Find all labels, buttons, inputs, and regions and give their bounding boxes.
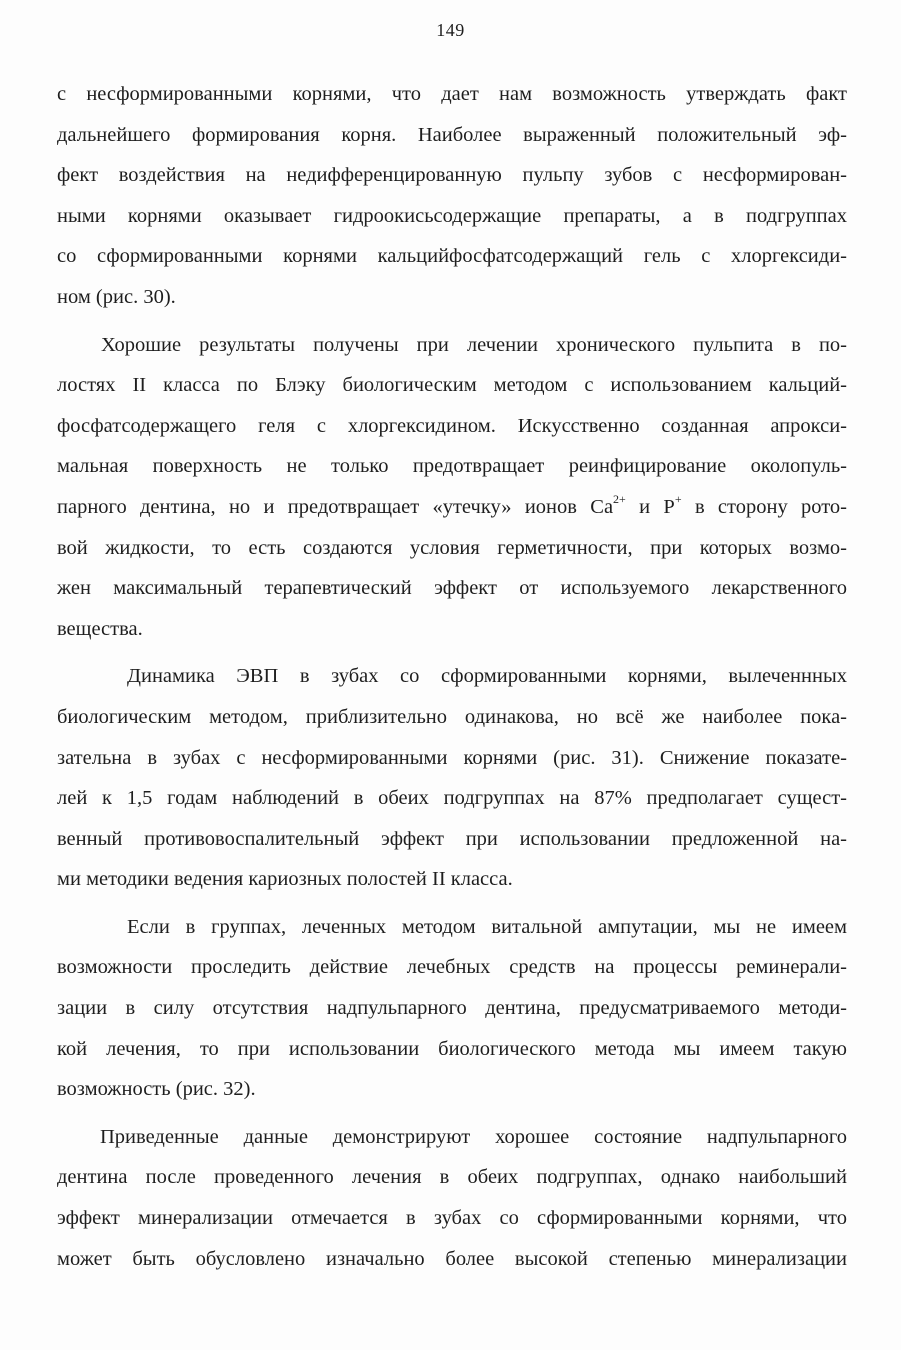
text-line: венный противовоспалительный эффект при использовании предложенной на- — [57, 827, 847, 850]
text-line: зательна в зубах с несформированными корнями (рис. 31). Снижение показате- — [57, 746, 847, 769]
text-line: жен максимальный терапевтический эффект от используемого лекарственного — [57, 577, 847, 600]
text-line: биологическим методом, приблизительно одинакова, но всё же наиболее пока- — [57, 705, 847, 728]
text-line: возможности проследить действие лечебных средств на процессы реминерали- — [57, 956, 847, 979]
text-line: ными корнями оказывает гидроокисьсодержащие препараты, а в подгруппах — [57, 204, 847, 227]
text-fragment: в сторону рото- — [681, 495, 848, 518]
paragraph-4 — [57, 907, 847, 1110]
text-line: мальная поверхность не только предотвращает реинфицирование околопуль- — [57, 455, 847, 478]
text-fragment: парного дентина, но и предотвращает «утечку» ионов Ca — [57, 495, 614, 518]
text-line: Если в группах, леченных методом витальной ампутации, мы не имеем — [127, 915, 847, 938]
text-line: вой жидкости, то есть создаются условия герметичности, при которых возмо- — [57, 536, 847, 559]
text-line: фект воздействия на недифференцированную пульпу зубов с несформирован- — [57, 164, 847, 187]
superscript: 2+ — [613, 491, 626, 506]
paragraph-2 — [57, 325, 847, 650]
text-line: Приведенные данные демонстрируют хорошее состояние надпульпарного — [100, 1125, 847, 1148]
text-line: эффект минерализации отмечается в зубах со сформированными корнями, что — [57, 1207, 847, 1230]
text-line: дальнейшего формирования корня. Наиболее выраженный положительный эф- — [57, 123, 847, 146]
text-line: зации в силу отсутствия надпульпарного дентина, предусматриваемого методи- — [57, 997, 847, 1020]
text-line: фосфатсодержащего геля с хлоргексидином. Искусственно созданная апрокси- — [57, 414, 847, 437]
text-line: может быть обусловлено изначально более высокой степенью минерализации — [57, 1247, 847, 1270]
text-line: с несформированными корнями, что дает нам возможность утверждать факт — [57, 83, 847, 105]
text-line-with-ions — [57, 487, 847, 528]
body-text — [57, 74, 847, 1286]
text-line: лостях II класса по Блэку биологическим методом с использованием кальций- — [57, 374, 847, 397]
text-line: Динамика ЭВП в зубах со сформированными корнями, вылеченнных — [127, 665, 847, 688]
paragraph-3 — [57, 656, 847, 900]
text-line: Хорошие результаты получены при лечении хронического пульпита в по- — [101, 333, 847, 356]
text-line: кой лечения, то при использовании биологического метода мы имеем такую — [57, 1037, 847, 1060]
text-line: дентина после проведенного лечения в обеих подгруппах, однако наибольший — [57, 1166, 847, 1189]
paragraph-5 — [57, 1117, 847, 1279]
text-line: возможность (рис. 32). — [57, 1078, 256, 1101]
text-line: со сформированными корнями кальцийфосфатсодержащий гель с хлоргексиди- — [57, 245, 847, 268]
text-line: ном (рис. 30). — [57, 285, 176, 308]
text-line: ми методики ведения кариозных полостей II класса. — [57, 868, 513, 891]
text-fragment: и P — [625, 495, 675, 518]
paragraph-1 — [57, 74, 847, 318]
page-number: 149 — [436, 20, 465, 40]
text-line: лей к 1,5 годам наблюдений в обеих подгруппах на 87% предполагает сущест- — [57, 787, 847, 810]
text-line: вещества. — [57, 617, 143, 640]
superscript: + — [674, 491, 682, 506]
